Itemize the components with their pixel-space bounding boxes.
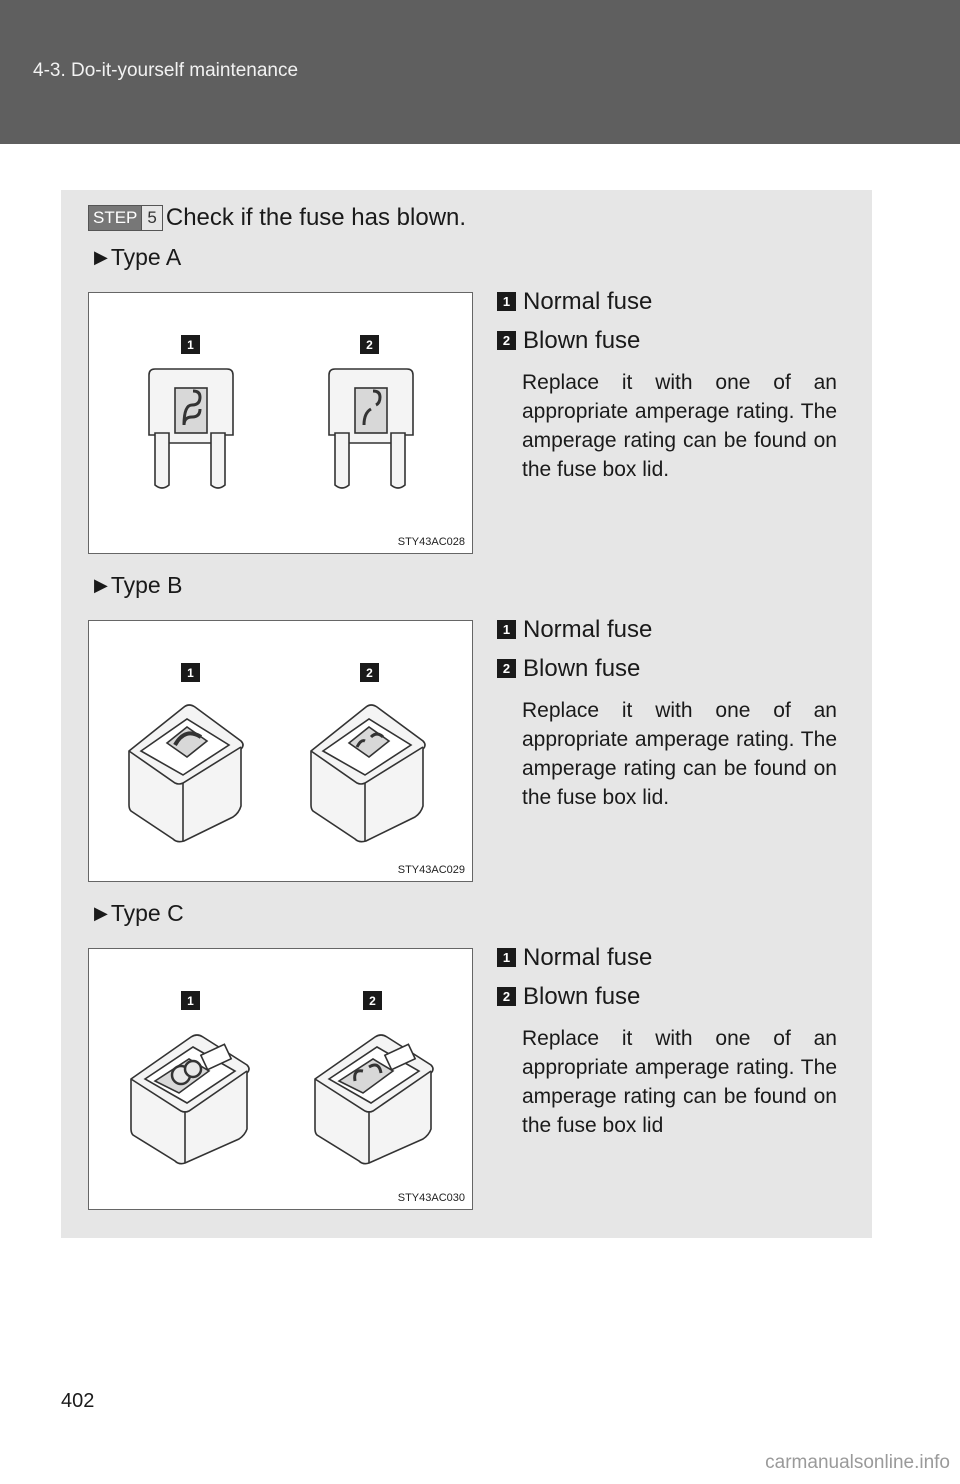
page-header bbox=[0, 0, 960, 144]
triangle-icon: ▶ bbox=[94, 575, 108, 595]
figure-type-c bbox=[88, 948, 473, 1210]
number-badge: 2 bbox=[497, 331, 516, 350]
figure-type-a bbox=[88, 292, 473, 554]
legend-item-blown bbox=[497, 321, 842, 360]
cartridge-fuse-illustration bbox=[89, 621, 472, 881]
callout-1: 1 bbox=[181, 991, 200, 1010]
legend-label: Blown fuse bbox=[523, 982, 641, 1010]
legend-item-blown bbox=[497, 977, 842, 1016]
step-number: 5 bbox=[141, 206, 161, 230]
step-heading bbox=[88, 204, 466, 232]
callout-2: 2 bbox=[363, 991, 382, 1010]
figure-type-b bbox=[88, 620, 473, 882]
legend-item-normal bbox=[497, 610, 842, 649]
callout-2: 2 bbox=[360, 335, 379, 354]
type-label-text: Type C bbox=[110, 900, 184, 926]
description: Replace it with one of an appropriate amperage rating. The amperage rating can be found on the fuse box lid bbox=[522, 1027, 837, 1137]
legend-type-c bbox=[497, 938, 842, 1140]
description: Replace it with one of an appropriate amperage rating. The amperage rating can be found on the fuse box lid. bbox=[522, 371, 837, 481]
number-badge: 2 bbox=[497, 659, 516, 678]
step-text: Check if the fuse has blown. bbox=[165, 204, 467, 231]
legend-item-normal bbox=[497, 282, 842, 321]
legend-type-a bbox=[497, 282, 842, 484]
figure-code: STY43AC028 bbox=[397, 536, 465, 548]
legend-label: Normal fuse bbox=[523, 943, 653, 971]
legend-label: Normal fuse bbox=[523, 615, 653, 643]
figure-code: STY43AC030 bbox=[397, 1192, 465, 1204]
figure-code: STY43AC029 bbox=[397, 864, 465, 876]
legend-type-b bbox=[497, 610, 842, 812]
legend-label: Blown fuse bbox=[523, 654, 641, 682]
type-label-text: Type B bbox=[110, 572, 183, 598]
watermark: carmanualsonline.info bbox=[765, 1452, 950, 1473]
triangle-icon: ▶ bbox=[94, 247, 108, 267]
number-badge: 1 bbox=[497, 620, 516, 639]
legend-item-normal bbox=[497, 938, 842, 977]
section-title: 4-3. Do-it-yourself maintenance bbox=[33, 60, 299, 81]
number-badge: 1 bbox=[497, 292, 516, 311]
callout-1: 1 bbox=[181, 335, 200, 354]
step-badge bbox=[88, 205, 163, 231]
blade-fuse-illustration bbox=[89, 293, 472, 553]
legend-label: Blown fuse bbox=[523, 326, 641, 354]
legend-label: Normal fuse bbox=[523, 287, 653, 315]
number-badge: 1 bbox=[497, 948, 516, 967]
legend-item-blown bbox=[497, 649, 842, 688]
step-word: STEP bbox=[93, 208, 138, 227]
description: Replace it with one of an appropriate amperage rating. The amperage rating can be found on the fuse box lid. bbox=[522, 699, 837, 809]
type-c-label bbox=[94, 900, 184, 927]
callout-2: 2 bbox=[360, 663, 379, 682]
type-a-label bbox=[94, 244, 181, 271]
triangle-icon: ▶ bbox=[94, 903, 108, 923]
number-badge: 2 bbox=[497, 987, 516, 1006]
page-number: 402 bbox=[61, 1390, 95, 1412]
open-cartridge-fuse-illustration bbox=[89, 949, 472, 1209]
type-b-label bbox=[94, 572, 182, 599]
callout-1: 1 bbox=[181, 663, 200, 682]
type-label-text: Type A bbox=[110, 244, 182, 270]
